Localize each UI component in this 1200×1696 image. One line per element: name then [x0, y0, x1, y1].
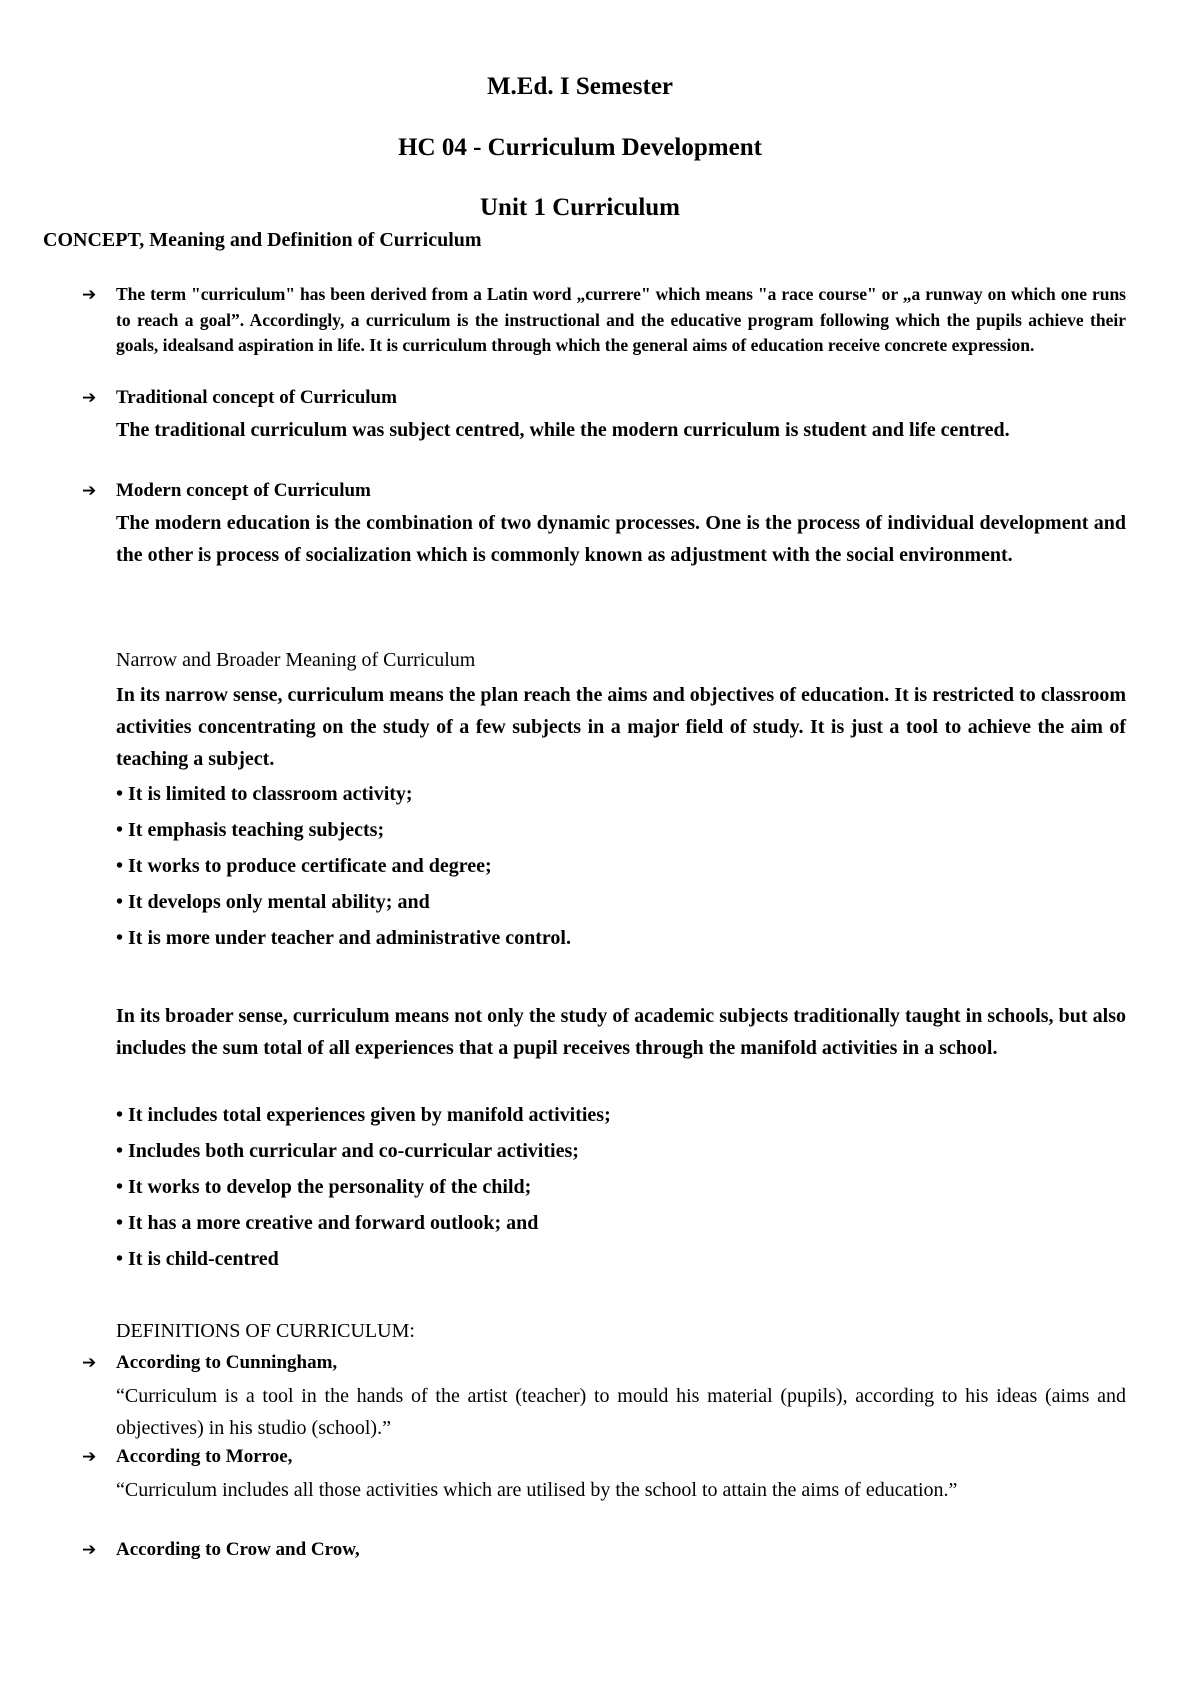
- broad-bullet: • It is child-centred: [116, 1248, 279, 1270]
- narrow-broader-heading: Narrow and Broader Meaning of Curriculum: [116, 649, 476, 671]
- definition-quote-cunningham: “Curriculum is a tool in the hands of the artist (teacher) to mould his material (pupils), according to his ideas (aims and objectives) in his studio (school).”: [116, 1385, 1126, 1439]
- arrow-bullet-icon: ➔: [82, 1353, 97, 1373]
- modern-concept-text: The modern education is the combination of two dynamic processes. One is the process of individual development and the other is process of socialization which is commonly known as adjustment with the social environment.: [116, 512, 1126, 566]
- unit-title: Unit 1 Curriculum: [480, 194, 680, 221]
- broad-bullet: • Includes both curricular and co-curricular activities;: [116, 1140, 579, 1162]
- traditional-concept-text: The traditional curriculum was subject centred, while the modern curriculum is student and life centred.: [116, 419, 1010, 441]
- course-title: HC 04 - Curriculum Development: [398, 134, 762, 161]
- narrow-bullet: • It is more under teacher and administrative control.: [116, 927, 571, 949]
- narrow-bullet: • It develops only mental ability; and: [116, 891, 430, 913]
- intro-paragraph: The term "curriculum" has been derived from a Latin word „currere" which means "a race course" or „a runway on which one runs to reach a goal”. Accordingly, a curriculum is the instructional and the educative program following which the pupils achieve their goals, idealsand aspiration in life. It is curriculum through which the general aims of education receive concrete expression.: [116, 284, 1126, 355]
- semester-title: M.Ed. I Semester: [486, 73, 674, 100]
- narrow-bullet: • It is limited to classroom activity;: [116, 783, 413, 805]
- definition-source-morroe: According to Morroe,: [116, 1446, 293, 1467]
- traditional-concept-heading: Traditional concept of Curriculum: [116, 387, 397, 408]
- definitions-heading: DEFINITIONS OF CURRICULUM:: [116, 1320, 415, 1342]
- arrow-bullet-icon: ➔: [82, 1540, 97, 1560]
- narrow-bullet: • It works to produce certificate and degree;: [116, 855, 492, 877]
- broad-bullet: • It includes total experiences given by manifold activities;: [116, 1104, 611, 1126]
- broader-sense-text: In its broader sense, curriculum means not only the study of academic subjects traditionally taught in schools, but also includes the sum total of all experiences that a pupil receives through the manifold activities in a school.: [116, 1005, 1126, 1059]
- definition-source-cunningham: According to Cunningham,: [116, 1352, 338, 1373]
- modern-concept-heading: Modern concept of Curriculum: [116, 480, 371, 501]
- arrow-bullet-icon: ➔: [82, 388, 97, 408]
- narrow-bullet: • It emphasis teaching subjects;: [116, 819, 385, 841]
- arrow-bullet-icon: ➔: [82, 481, 97, 501]
- narrow-sense-text: In its narrow sense, curriculum means the plan reach the aims and objectives of education. It is restricted to classroom activities concentrating on the study of a few subjects in a major field of study. It is just a tool to achieve the aim of teaching a subject.: [116, 684, 1126, 770]
- broad-bullet: • It works to develop the personality of the child;: [116, 1176, 532, 1198]
- arrow-bullet-icon: ➔: [82, 285, 97, 305]
- broad-bullet: • It has a more creative and forward outlook; and: [116, 1212, 539, 1234]
- definition-quote-morroe: “Curriculum includes all those activities which are utilised by the school to attain the aims of education.”: [116, 1479, 958, 1501]
- definition-source-crow: According to Crow and Crow,: [116, 1539, 360, 1560]
- concept-heading: CONCEPT, Meaning and Definition of Curriculum: [43, 229, 482, 251]
- arrow-bullet-icon: ➔: [82, 1447, 97, 1467]
